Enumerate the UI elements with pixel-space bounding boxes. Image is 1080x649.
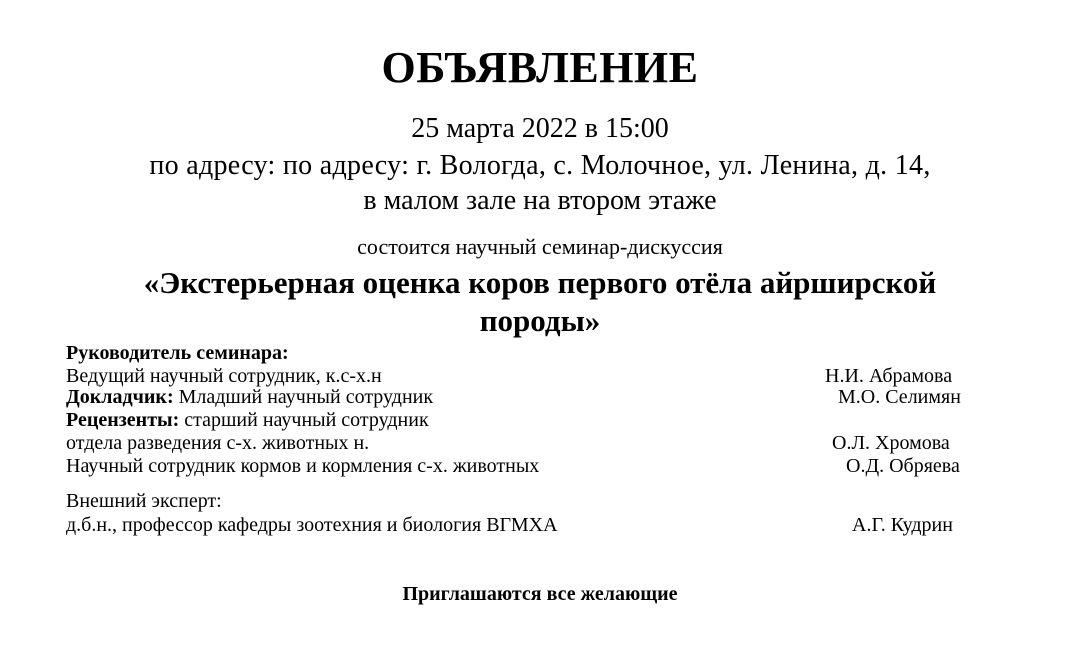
expert-label: Внешний эксперт: — [66, 490, 222, 512]
speaker-name: М.О. Селимян — [838, 386, 961, 408]
leader-role: Ведущий научный сотрудник, к.с-х.н — [66, 365, 382, 387]
speaker-role: Младший научный сотрудник — [173, 386, 434, 408]
leader-label: Руководитель семинара: — [66, 342, 289, 364]
expert-name: А.Г. Кудрин — [852, 514, 953, 536]
event-date-time: 25 марта 2022 в 15:00 — [411, 113, 669, 144]
event-address: по адресу: по адресу: г. Вологда, с. Молочное, ул. Ленина, д. 14, — [149, 150, 931, 181]
seminar-topic-line-1: «Экстерьерная оценка коров первого отёла айрширской — [143, 265, 937, 300]
reviewer1-role-line-2: отдела разведения с-х. животных н. — [66, 432, 370, 454]
leader-name: Н.И. Абрамова — [825, 365, 953, 387]
reviewers-label: Рецензенты: — [66, 409, 180, 431]
speaker-line — [66, 386, 433, 408]
event-hall: в малом зале на втором этаже — [363, 185, 717, 216]
invitation-footer: Приглашаются все желающие — [402, 583, 678, 605]
event-intro: состоится научный семинар-дискуссия — [357, 234, 723, 259]
reviewer1-role-line-1: старший научный сотрудник — [179, 409, 429, 431]
reviewer1-name: О.Л. Хромова — [832, 432, 950, 454]
reviewer2-name: О.Д. Обряева — [846, 455, 960, 477]
speaker-label: Докладчик: — [66, 386, 174, 408]
seminar-topic-line-2: породы» — [479, 303, 601, 338]
announcement-title: ОБЪЯВЛЕНИЕ — [381, 43, 699, 92]
reviewer2-role: Научный сотрудник кормов и кормления с-х. животных — [66, 455, 540, 477]
seminar-topic — [0, 264, 1080, 340]
expert-role: д.б.н., профессор кафедры зоотехния и биология ВГМХА — [66, 514, 558, 536]
reviewers-line — [66, 409, 429, 431]
